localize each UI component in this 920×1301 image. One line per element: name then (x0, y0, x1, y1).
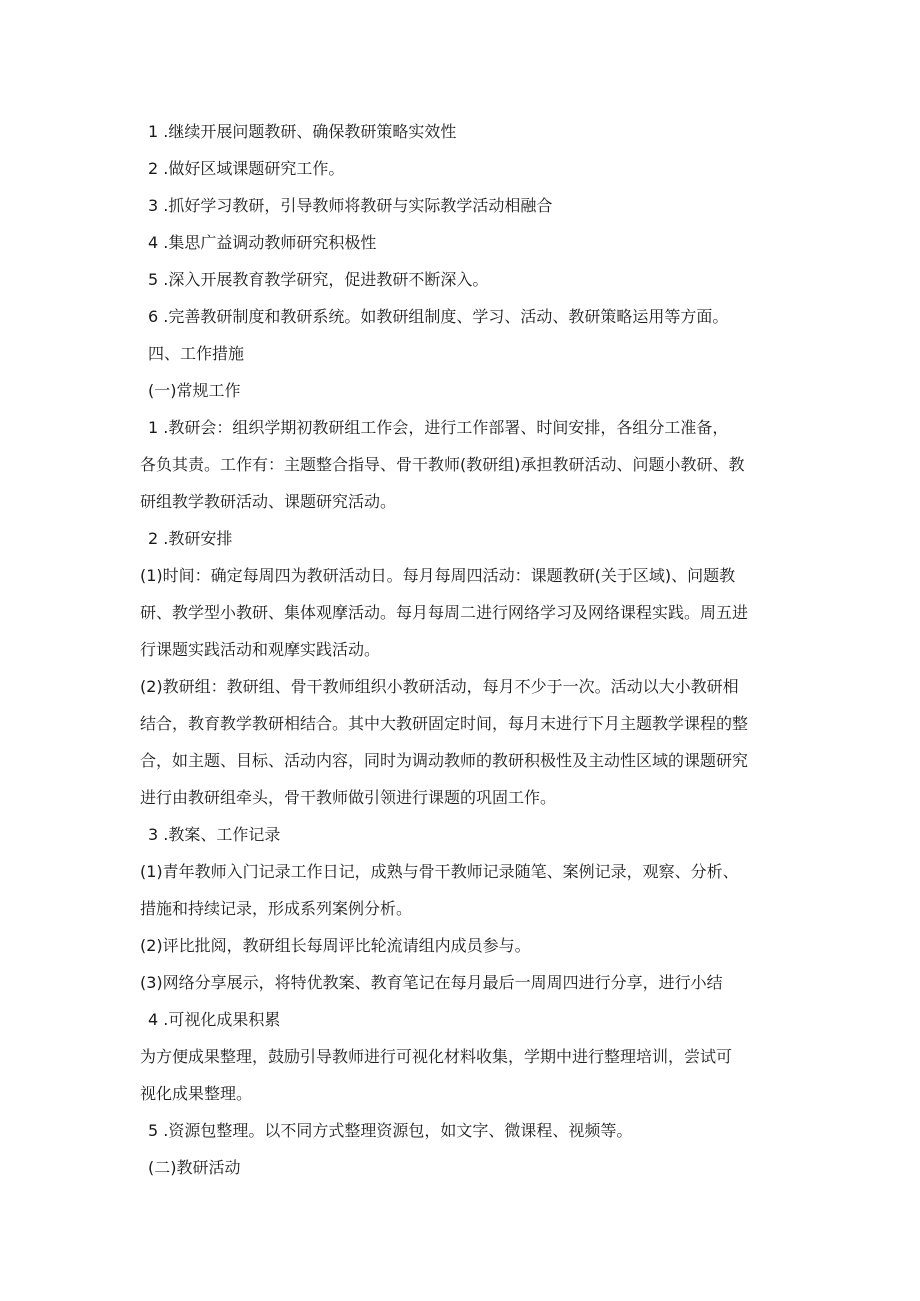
record-item-1-line-2: 措施和持续记录，形成系列案例分析。 (140, 899, 413, 918)
routine-item-1-line-1: 1 .教研会：组织学期初教研组工作会，进行工作部署、时间安排，各组分工准备， (148, 418, 729, 437)
goal-item-5: 5 .深入开展教育教学研究，促进教研不断深入。 (148, 270, 489, 289)
routine-item-1-line-3: 研组教学教研活动、课题研究活动。 (140, 492, 397, 511)
section-heading-measures: 四、工作措施 (148, 344, 245, 363)
goal-item-4: 4 .集思广益调动教师研究积极性 (148, 233, 377, 252)
schedule-group-line-2: 结合，教育教学教研相结合。其中大教研固定时间，每月末进行下月主题教学课程的整 (140, 714, 749, 733)
routine-item-4: 4 .可视化成果积累 (148, 1010, 281, 1029)
routine-item-5: 5 .资源包整理。以不同方式整理资源包，如文字、微课程、视频等。 (148, 1121, 633, 1140)
routine-item-1-line-2: 各负其责。工作有：主题整合指导、骨干教师(教研组)承担教研活动、问题小教研、教 (140, 455, 745, 474)
schedule-time-line-3: 行课题实践活动和观摩实践活动。 (140, 640, 381, 659)
schedule-group-line-1: (2)教研组：教研组、骨干教师组织小教研活动，每月不少于一次。活动以大小教研相 (140, 677, 739, 696)
goal-item-2: 2 .做好区域课题研究工作。 (148, 159, 345, 178)
document-body (140, 113, 788, 1186)
schedule-time-line-2: 研、教学型小教研、集体观摩活动。每月每周二进行网络学习及网络课程实践。周五进 (140, 603, 749, 622)
record-item-3: (3)网络分享展示，将特优教案、教育笔记在每月最后一周周四进行分享，进行小结 (140, 973, 723, 992)
goal-item-1: 1 .继续开展问题教研、确保教研策略实效性 (148, 122, 457, 141)
record-item-2: (2)评比批阅，教研组长每周评比轮流请组内成员参与。 (140, 936, 531, 955)
goal-item-3: 3 .抓好学习教研，引导教师将教研与实际教学活动相融合 (148, 196, 553, 215)
schedule-group-line-4: 进行由教研组牵头，骨干教师做引领进行课题的巩固工作。 (140, 788, 557, 807)
visual-results-line-1: 为方便成果整理，鼓励引导教师进行可视化材料收集，学期中进行整理培训，尝试可 (140, 1047, 733, 1066)
routine-item-3: 3 .教案、工作记录 (148, 825, 281, 844)
visual-results-line-2: 视化成果整理。 (140, 1084, 253, 1103)
record-item-1-line-1: (1)青年教师入门记录工作日记，成熟与骨干教师记录随笔、案例记录，观察、分析、 (140, 862, 739, 881)
schedule-time-line-1: (1)时间：确定每周四为教研活动日。每月每周四活动：课题教研(关于区域)、问题教 (140, 566, 736, 585)
schedule-group-line-3: 合，如主题、目标、活动内容，同时为调动教师的教研积极性及主动性区域的课题研究 (140, 751, 749, 770)
subsection-heading-activities: (二)教研活动 (148, 1158, 241, 1177)
subsection-heading-routine: (一)常规工作 (148, 381, 241, 400)
routine-item-2: 2 .教研安排 (148, 529, 233, 548)
goal-item-6: 6 .完善教研制度和教研系统。如教研组制度、学习、活动、教研策略运用等方面。 (148, 307, 729, 326)
